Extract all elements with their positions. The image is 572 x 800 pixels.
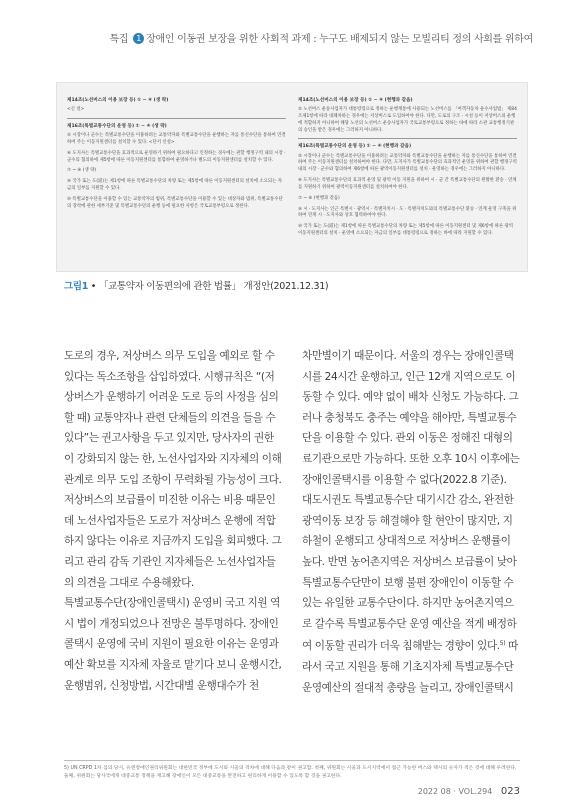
figure-article-paragraph: ⑥ 도지사는 특별교통수단을 효과적으로 운영하기 위하여 필요하다고 인정하는 경우에는 관할 행정구역 내의 시장 · 군수의 협의하에 제5항에 따른 이동지원센터를 통합하여 운영하거나 별도의 이동지원센터를 설치할 수 있다. (67, 150, 286, 163)
body-column-left (64, 346, 282, 698)
figure-article-paragraph: ⑤ 시장이나 군수는 특별교통수단을 이용하려는 교통약자와 특별교통수단을 운행하는 자를 통신수단을 통하여 연결하여 주는 이동지원센터를 설치할 수 있다. <단서 신설> (67, 133, 286, 145)
body-paragraph (302, 490, 520, 698)
header-prefix: 특집 (109, 34, 129, 45)
figure-caption-label: 그림1 (64, 281, 89, 292)
figure-column-amendment (298, 93, 517, 261)
footnote-reference[interactable]: 5) (499, 640, 506, 648)
body-text: 도로의 경우, 저상버스 의무 도입을 예외로 할 수 있다는 독소조항을 삽입하였다. 시행규칙은 “(저상버스가 운행하기 어려운 도로 등의 사정을 심의할 때) 교통약자나 관련 단체들의 의견을 들을 수 있다”는 권고사항을 두고 있지만, 당사자의 권한이 강화되지 않는 한, 노선사업자와 지자체의 이해관계로 의무 도입 조항이 무력화될 가능성이 크다. 저상버스의 보급률이 미진한 이유는 비용 때문인데 노선사업자들은 도로가 저상버스 운행에 적합하지 않다는 이유로 지금까지 도입을 회피했다. 그리고 관리 감독 기관인 지자체들은 노선사업자들의 의견을 그대로 수용해왔다. (64, 350, 282, 589)
figure-column-current-law (67, 93, 286, 261)
footnote-divider (64, 760, 520, 761)
header-title: 장애인 이동권 보장을 위한 사회적 과제 : 누구도 배제되지 않는 모빌리티 정의 사회를 위하여 (146, 34, 533, 45)
figure-article-title: 제14조(노선버스의 이용 보장 등) ① ~ ④ (생 략) (67, 98, 169, 103)
figure-article-title: 제16조(특별교통수단의 운영 등) ① ~ ④ (현행과 같음) (298, 144, 412, 150)
figure-article-paragraph: ⑤ 노선버스 운송사업자가 대통령령으로 정하는 운행계통에 사용되는 노선버스를 「여객자동차 운수사업법」 제84조제1항에 따라 대폐차하는 경우에는 저상버스로 도입하여야 한다. 다만, 도로의 구조 · 시설 등이 저상버스의 운행에 적합하지 아니하여 해당 노선의 노선버스 운송사업자가 국토교통부령으로 정하는 바에 따라 소관 교통행정기관의 승인을 받은 경우에는 그러하지 아니하다. (298, 107, 517, 133)
body-paragraph (64, 593, 282, 696)
footnote: 5) UN CRPD 1차 심의 당시, 유엔장애인권리위원회는 대한민국 정부에 도시와 시골의 격차에 대해 다음과 같이 권고함. 첫째, 위원회는 시골과 도시지역에서 접근 가능한 버스와 택시의 숫자가 적은 것에 대해 우려한다. 둘째, 위원회는 당사국에게 대중교통 정책을 재고해 장애인이 모든 대중교통을 완전하고 편리하게 이용할 수 있도록 할 것을 권고한다. (64, 766, 517, 779)
figure-article-paragraph: ⑨ 시 · 도지사는 인근 특별시 · 광역시 · 특별자치시 · 도 · 특별자치도와의 특별교통수단 환승 · 연계 운영 구축을 위하여 연계 시 · 도지사와 상호 협력하여야 한다. (298, 206, 517, 219)
figure-article-title: 제14조(노선버스의 이용 보장 등) ① ~ ④ (현행과 같음) (298, 98, 413, 103)
page-header (0, 30, 533, 45)
section-number-badge: 1 (133, 33, 144, 44)
figure-divider (298, 138, 517, 139)
figure-article-paragraph: ⑩ 특별교통수단을 이용할 수 있는 교통약자의 범위, 특별교통수단을 이용할 수 있는 대상자와 범위, 특별교통수단의 장착에 관한 세부기준 및 특별교통수단의 운행 등에 필요한 사항은 국토교통부령으로 정한다. (67, 196, 283, 209)
figure-article-paragraph: ⑦ ~ ⑧ (생 략) (67, 168, 97, 174)
figure-article-paragraph: ⑦ ~ ⑧ (현행과 같음) (298, 195, 340, 201)
figure-caption (64, 278, 328, 292)
body-text: 차만별이기 때문이다. 서울의 경우는 장애인콜택시를 24시간 운행하고, 인근 12개 지역으로도 이동할 수 있다. 예약 없이 배차 신청도 가능하다. 그러나 충청북도 충주는 예약을 해야만, 특별교통수단을 이용할 수 있다. 관외 이동은 정해진 대형의료기관으로만 가능하다. 또한 오후 10시 이후에는 장애인콜택시를 이용할 수 없다(2022.8 기준). (302, 350, 520, 486)
issue-label: 2022 08 · VOL.294 (417, 787, 493, 796)
body-paragraph (302, 346, 520, 490)
body-text-continued: 따라서 국고 지원을 통해 기초지자체 특별교통수단 운영예산의 절대적 총량을 늘리고, 장애인콜택시 (302, 640, 518, 694)
body-text: 대도시권도 특별교통수단 대기시간 감소, 완전한 광역이동 보장 등 해결해야 할 현안이 많지만, 지하철이 운행되고 상대적으로 저상버스 운행률이 높다. 반면 농어촌지역은 저상버스 보급률이 낮아 특별교통수단만이 보행 불편 장애인이 이동할 수 있는 유일한 교통수단이다. 하지만 농어촌지역으로 갈수록 특별교통수단 운영 예산을 적게 배정하여 이동할 권리가 더욱 침해받는 경향이 있다. (302, 494, 517, 653)
page-number: 023 (500, 786, 520, 797)
figure-article-paragraph: ⑩ 국가 또는 도(道)는 제1항에 따른 특별교통수단의 차량 또는 제5항에 따른 이동지원센터 및 제6항에 따른 광역이동지원센터의 설치 · 운영에 소요되는 자금의 일부를 대통령령으로 정하는 바에 따라 지원할 수 있다. (298, 224, 513, 236)
article-body (64, 346, 520, 698)
figure-divider (67, 118, 286, 119)
figure-article-paragraph: <신 설> (67, 107, 85, 113)
body-paragraph (64, 346, 282, 593)
figure-article-paragraph: ⑥ 도지사는 특별교통수단의 효과적 운영 및 광역 이동 지원을 위하여 시 · 군 간 특별교통수단의 원활한 환승 · 연계를 지원하기 위하여 광역이동지원센터를 설치하여야 한다. (298, 178, 517, 190)
body-column-right (302, 346, 520, 698)
law-amendment-figure (56, 82, 528, 272)
figure-article-title: 제16조(특별교통수단의 운영 등) ① ~ ④ (생 략) (67, 123, 167, 129)
figure-article-paragraph: ⑨ 국가 또는 도(道)는 제1항에 따른 특별교통수단의 차량 또는 제5항에 따른 이동지원센터의 설치에 소요되는 자금의 일부를 지원할 수 있다. (67, 179, 283, 192)
body-text: 특별교통수단(장애인콜택시) 운영비 국고 지원 역시 법이 개정되었으나 전망은 불투명하다. 장애인콜택시 운영에 국비 지원이 필요한 이유는 운영과 예산 확보를 지자체 자율로 맡기다 보니 운행시간, 운행범위, 신청방법, 시간대별 운행대수가 천 (64, 597, 282, 692)
page-footer (418, 786, 520, 797)
figure-caption-text: • 「교통약자 이동편의에 관한 법률」 개정안(2021.12.31) (88, 281, 329, 292)
figure-article-paragraph: ⑤ 시장이나 군수는 특별교통수단을 이용하려는 교통약자와 특별교통수단을 운행하는 자를 통신수단을 통하여 연결하여 주는 이동지원센터를 설치하여야 한다. 다만, 도지사가 특별교통수단의 효과적인 운영을 위하여 관할 행정구역 내의 시장 · 군수와 협의하여 제6항에 따른 광역이동지원센터를 설치 · 운영하는 경우에는 그러하지 아니하다. (298, 153, 517, 173)
